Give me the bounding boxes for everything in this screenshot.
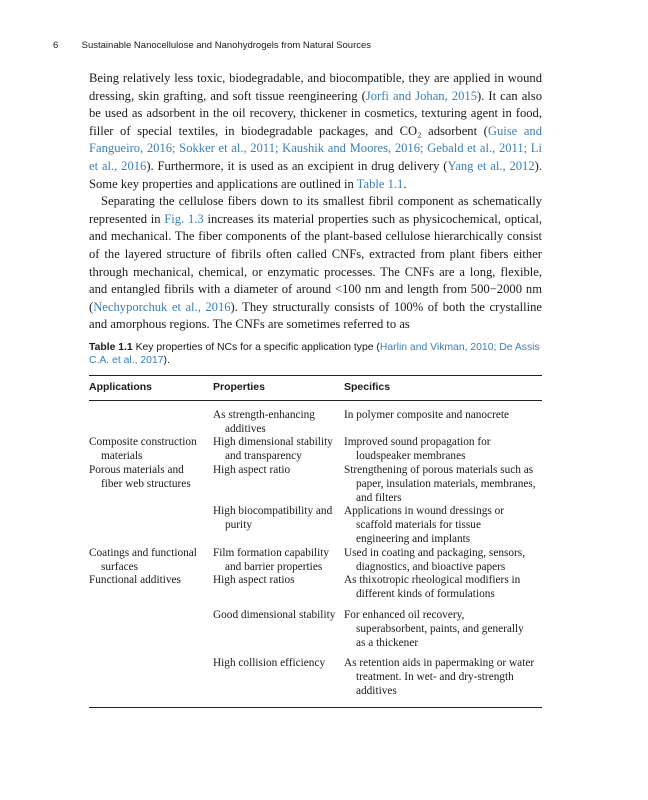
applications-cell: [89, 547, 213, 575]
caption-end: ).: [163, 355, 170, 366]
body-text: [89, 70, 542, 334]
paragraph-text: Being relatively less toxic, biodegradable, and biocompatible, they are applied in wound dressing, skin grafting, and soft tissue reengineering (: [89, 71, 542, 103]
specifics-cell: [344, 574, 542, 602]
table-label: Table 1.1: [89, 342, 133, 353]
citation-link[interactable]: Fig. 1.3: [164, 211, 204, 226]
specifics-cell-text: As thixotropic rheological modifiers in different kinds of formulations: [344, 574, 521, 601]
applications-cell-text: Coatings and functional surfaces: [89, 546, 197, 573]
specifics-cell-text: Applications in wound dressings or scaffold materials for tissue engineering and implants: [344, 505, 505, 545]
specifics-cell-text: As retention aids in papermaking or water treatment. In wet- and dry-strength additives: [344, 657, 535, 697]
applications-cell: [89, 400, 213, 436]
caption-text: Key properties of NCs for a specific application type (: [135, 342, 380, 353]
properties-cell: [213, 574, 344, 602]
running-title: Sustainable Nanocellulose and Nanohydrogels from Natural Sources: [81, 40, 372, 51]
table-row: [89, 505, 542, 546]
properties-cell-text: High aspect ratio: [213, 463, 291, 476]
properties-cell: [213, 602, 344, 650]
properties-cell: [213, 400, 344, 436]
properties-table: [89, 375, 542, 708]
properties-cell-text: Good dimensional stability: [213, 608, 336, 621]
specifics-cell: [344, 602, 542, 650]
citation-link[interactable]: Yang et al., 2012: [447, 158, 535, 173]
applications-cell-text: Functional additives: [89, 574, 181, 587]
applications-cell: [89, 602, 213, 650]
table-row: [89, 464, 542, 505]
applications-cell: [89, 650, 213, 707]
table-row: [89, 574, 542, 602]
table-row: [89, 547, 542, 575]
applications-cell: [89, 574, 213, 602]
specifics-cell: [344, 400, 542, 436]
paragraph-1: [89, 70, 542, 193]
paragraph-text: ). It can also be used as adsorbent in the oil recovery, thickener in cosmetics, texturing agent in food, filler of special textiles, in biodegradable packages, and CO₂ adsorbent (: [89, 88, 543, 138]
properties-cell-text: Film formation capability and barrier properties: [213, 546, 330, 573]
caption-refs[interactable]: Harlin and Vikman, 2010; De Assis C.A. et al., 2017: [89, 342, 540, 366]
table-header-row: [89, 376, 542, 401]
applications-cell: [89, 464, 213, 505]
specifics-cell-text: Strengthening of porous materials such as paper, insulation materials, membranes, and filters: [344, 463, 536, 504]
paragraph-text: Separating the cellulose fibers down to its smallest fibril component as schematically represented in: [89, 194, 542, 226]
paragraph-text: ). Some key properties and applications are outlined in: [89, 158, 542, 191]
properties-cell-text: High aspect ratios: [213, 574, 295, 587]
properties-cell: [213, 436, 344, 464]
paragraph-text: increases its material properties such as physicochemical, optical, and mechanical. The fiber components of the plant-based cellulose hierarchically consist of the layered structure of fibrils often called CNFs, extracted from plant fibers either through mechanical, chemical, or enzymatic processes. The CNFs are a long, flexible, and entangled fibrils with a diameter of around <100 nm and length from 500−2000 nm (: [89, 211, 542, 314]
properties-cell-text: As strength-enhancing additives: [213, 408, 315, 435]
col-header-specifics: Specifics: [344, 376, 542, 401]
citation-link[interactable]: Guise and Fangueiro, 2016; Sokker et al., 2011; Kaushik and Moores, 2016; Gebald et al., 2011; Li et al., 2016: [89, 123, 542, 173]
page-number: 6: [53, 40, 59, 51]
specifics-cell-text: Used in coating and packaging, sensors, diagnostics, and bioactive papers: [344, 546, 526, 573]
properties-cell: [213, 650, 344, 707]
paragraph-text: .: [403, 176, 407, 191]
table-row: [89, 650, 542, 707]
paragraph-2: [89, 193, 542, 334]
applications-cell-text: Porous materials and fiber web structures: [89, 463, 191, 490]
citation-link[interactable]: Jorfi and Johan, 2015: [365, 88, 477, 103]
specifics-cell: [344, 547, 542, 575]
specifics-cell: [344, 464, 542, 505]
table-row: [89, 602, 542, 650]
specifics-cell-text: For enhanced oil recovery, superabsorbent, paints, and generally as a thickener: [344, 608, 524, 649]
table-caption: [89, 341, 542, 367]
table-body: [89, 400, 542, 707]
properties-cell: [213, 547, 344, 575]
table-1-1: [89, 341, 542, 708]
citation-link[interactable]: Nechyporchuk et al., 2016: [93, 299, 231, 314]
properties-cell: [213, 464, 344, 505]
applications-cell: [89, 436, 213, 464]
specifics-cell-text: Improved sound propagation for loudspeaker membranes: [344, 436, 491, 463]
specifics-cell-text: In polymer composite and nanocrete: [344, 408, 510, 421]
specifics-cell: [344, 505, 542, 546]
citation-link[interactable]: Table 1.1: [356, 176, 404, 191]
specifics-cell: [344, 650, 542, 707]
properties-cell-text: High collision efficiency: [213, 657, 326, 670]
running-header: [53, 40, 573, 51]
applications-cell: [89, 505, 213, 546]
specifics-cell: [344, 436, 542, 464]
properties-cell-text: High dimensional stability and transparency: [213, 436, 333, 463]
paragraph-text: ). They structurally consists of 100% of both the crystalline and amorphous regions. The CNFs are sometimes referred to as: [89, 299, 542, 332]
col-header-properties: Properties: [213, 376, 344, 401]
col-header-applications: Applications: [89, 376, 213, 401]
properties-cell-text: High biocompatibility and purity: [213, 505, 333, 532]
table-row: [89, 400, 542, 436]
applications-cell-text: Composite construction materials: [89, 436, 197, 463]
table-row: [89, 436, 542, 464]
paragraph-text: ). Furthermore, it is used as an excipient in drug delivery (: [146, 158, 448, 173]
properties-cell: [213, 505, 344, 546]
